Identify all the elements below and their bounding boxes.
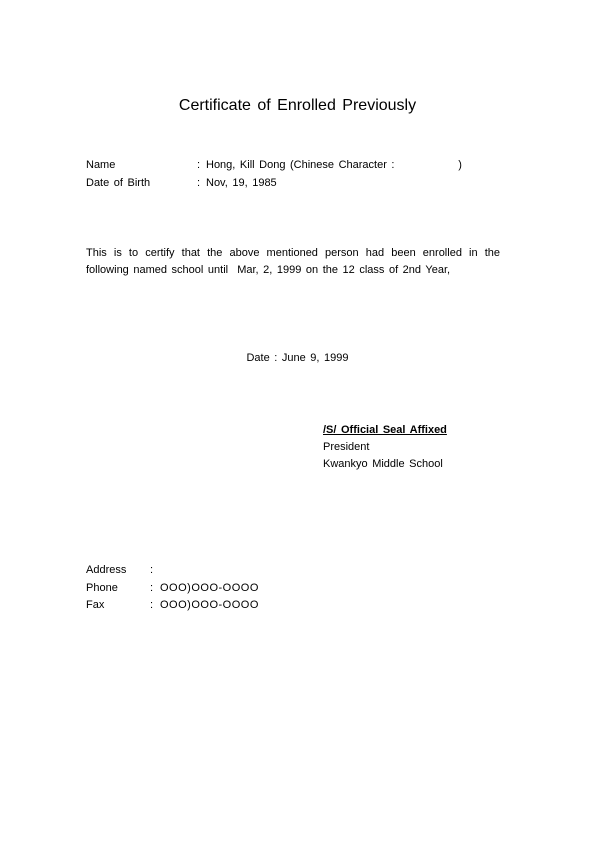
phone-colon: : [150,582,154,594]
name-label: Name [86,159,116,171]
dob-label: Date of Birth [86,177,151,189]
phone-value: OOO)OOO-OOOO [160,582,259,594]
document-title: Certificate of Enrolled Previously [178,97,417,114]
signature-block [323,422,447,473]
official-seal-text: /S/ Official Seal Affixed [323,424,447,436]
name-value: Hong, Kill Dong (Chinese Character : ) [206,159,462,171]
dob-colon: : [197,177,201,189]
signatory-title: President [323,441,370,453]
paragraph-line: following named school until Mar, 2, 1999 on the 12 class of 2nd Year, [86,264,451,276]
school-name: Kwankyo Middle School [323,458,443,470]
issue-date: Date : June 9, 1999 [246,352,349,364]
fax-value: OOO)OOO-OOOO [160,599,259,611]
dob-value: Nov, 19, 1985 [206,177,277,189]
fax-colon: : [150,599,154,611]
paragraph-line: This is to certify that the above mentioned person had been enrolled in the [86,247,500,259]
certification-paragraph [86,245,500,279]
address-label: Address [86,564,127,576]
name-colon: : [197,159,201,171]
fax-label: Fax [86,599,105,611]
phone-label: Phone [86,582,118,594]
address-colon: : [150,564,154,576]
